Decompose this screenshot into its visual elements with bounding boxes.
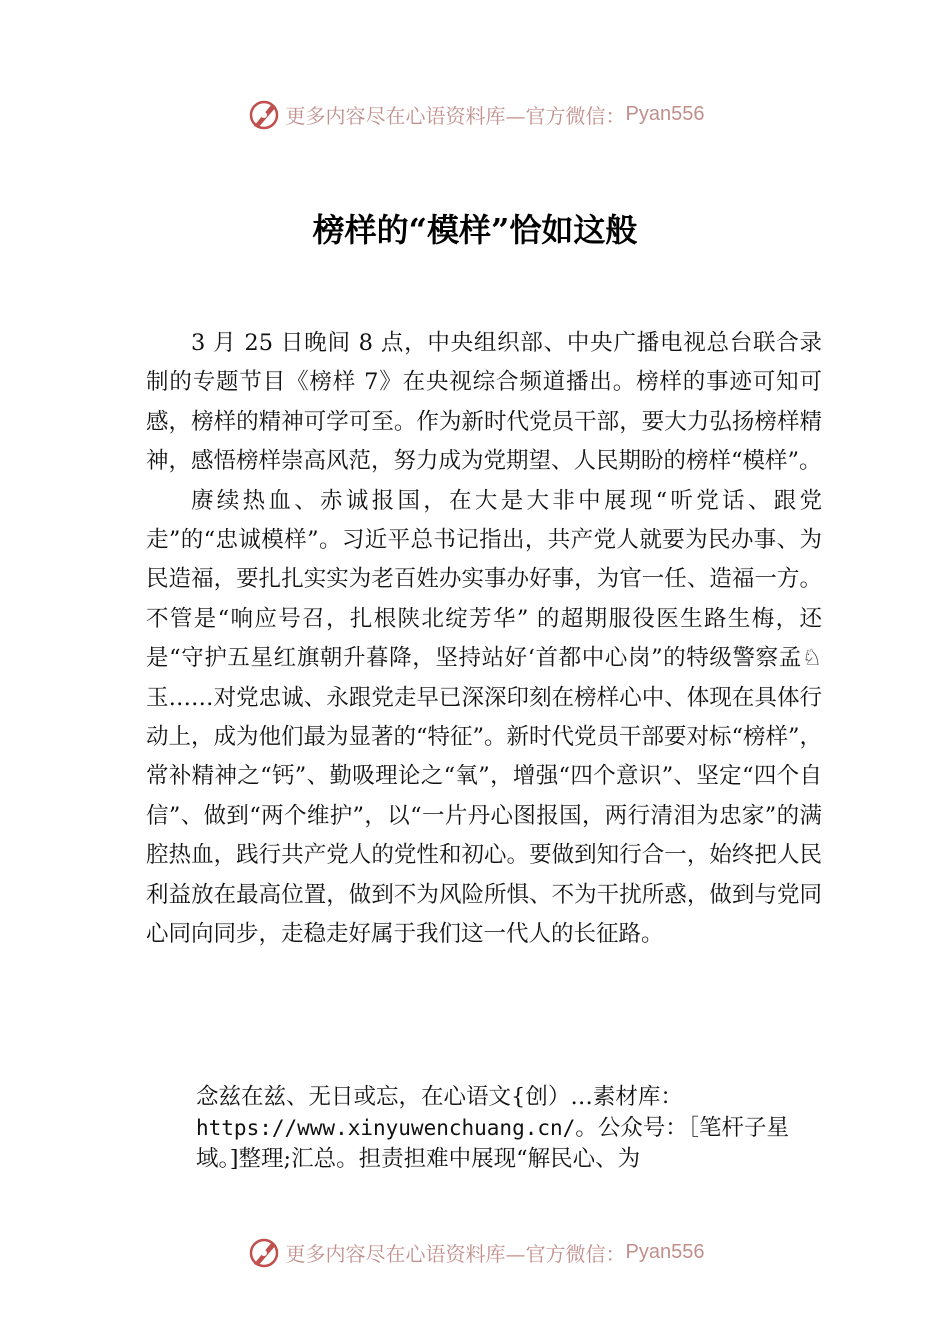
pen-logo-icon	[246, 1234, 282, 1270]
wechat-handle: Pyan556	[625, 102, 705, 125]
paragraph: 赓续热血、赤诚报国，在大是大非中展现“听党话、跟党走”的“忠诚模样”。习近平总书记指出，共产党人就要为民办事、为民造福，要扎扎实实为老百姓办实事办好事，为官一任、造福一方。不管是“响应号召，扎根陕北绽芳华” 的超期服役医生路生梅，还是“守护五星红旗朝升暮降，坚持站好‘首都中心岗”的特级警察孟♘玉……对党忠诚、永跟党走早已深深印刻在榜样心中、体现在具体行动上，成为他们最为显著的“特征”。新时代党员干部要对标“榜样”，常补精神之“钙”、勤吸理论之“氧”，增强“四个意识”、坚定“四个自信”、做到“两个维护”，以“一片丹心图报国，两行清泪为忠家”的满腔热血，践行共产党人的党性和初心。要做到知行合一，始终把人民利益放在最高位置，做到不为风险所惧、不为干扰所惑，做到与党同心同向同步，走稳走好属于我们这一代人的长征路。	[146, 487, 823, 948]
wechat-handle: Pyan556	[625, 1240, 705, 1263]
pen-logo-icon	[246, 96, 282, 132]
banner-text: 更多内容尽在心语资料库—官方微信：	[285, 103, 626, 128]
source-url[interactable]: https://www.xinyuwenchuang.cn/	[196, 1116, 576, 1140]
banner-text: 更多内容尽在心语资料库—官方微信：	[285, 1241, 626, 1266]
note-suffix: 。公众号：［笔杆子星域。]整理;汇总。担责担难中展现“解民心、为	[196, 1115, 790, 1172]
source-note	[196, 1082, 826, 1175]
page-title: 榜样的“模样”恰如这般	[312, 211, 638, 249]
article-body	[146, 324, 822, 955]
note-prefix: 念兹在兹、无日或忘，在心语文{创）…素材库：	[196, 1084, 683, 1110]
paragraph: 3 月 25 日晚间 8 点，中央组织部、中央广播电视总台联合录制的专题节目《榜样 7》在央视综合频道播出。榜样的事迹可知可感，榜样的精神可学可至。作为新时代党员干部，要大力弘扬榜样精神，感悟榜样崇高风范，努力成为党期望、人民期盼的榜样“模样”。	[146, 330, 822, 475]
footer-banner	[0, 1232, 950, 1272]
header-banner	[0, 94, 950, 134]
